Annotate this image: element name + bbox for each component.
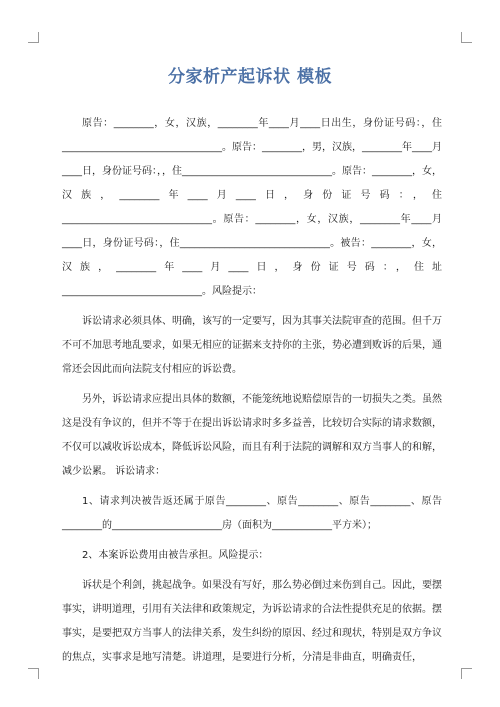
document-body	[62, 112, 442, 676]
corner-mark-bottom-left	[28, 668, 39, 679]
corner-mark-bottom-right	[461, 668, 472, 679]
corner-mark-top-right	[461, 32, 472, 43]
risk-note-paragraph-2: 另外，诉讼请求应提出具体的数额，不能笼统地说赔偿原告的一切损失之类。虽然这是没有争议的，但并不等于在提出诉讼请求时多多益善，比较切合实际的请求数额，不仅可以减收诉讼成本，降低诉讼风险，而且有利于法院的调解和双方当事人的和解，减少讼累。 诉讼请求：	[62, 394, 442, 477]
risk-note-paragraph-3: 诉状是个利剑，挑起战争。如果没有写好，那么势必倒过来伤到自己。因此，要摆事实，讲明道理，引用有关法律和政策规定，为诉讼请求的合法性提供充足的依据。摆事实，是要把双方当事人的法律关系，发生纠纷的原因、经过和现状，特别是双方争议的焦点，实事求是地写清楚。讲道理，是要进行分析，分清是非曲直，明确责任，	[62, 580, 442, 663]
document-title: 分家析产起诉状 模板	[168, 67, 332, 87]
claim-item-1: 1、请求判决被告返还属于原告________、原告________、原告________、原告________的______________________房（面积为____________平方米）；	[62, 496, 442, 531]
risk-note-paragraph-1: 诉讼请求必须具体、明确，该写的一定要写，因为其事关法院审查的范围。但千万不可不加思考地乱要求，如果无相应的证据来支持你的主张，势必遭到败诉的后果，通常还会因此而向法院支付相应的诉讼费。	[62, 316, 442, 375]
corner-mark-top-left	[28, 32, 39, 43]
claim-item-2: 2、本案诉讼费用由被告承担。风险提示：	[82, 550, 269, 561]
parties-paragraph: 原告：________，女，汉族，________年____月____日出生，身份证号码：，住________________________________。原告：________，男，汉族，________年____月____日，身份证号码：，，住______________________________。原告：________，女，汉族，________年____月____日，身份证号码：，住______________________________。原告：________，女，汉族，________年____月____日，身份证号码：，住______________________________。被告：________，女，汉族，________年____月____日，身份证号码：，住址____________________________。风险提示：	[62, 118, 442, 297]
